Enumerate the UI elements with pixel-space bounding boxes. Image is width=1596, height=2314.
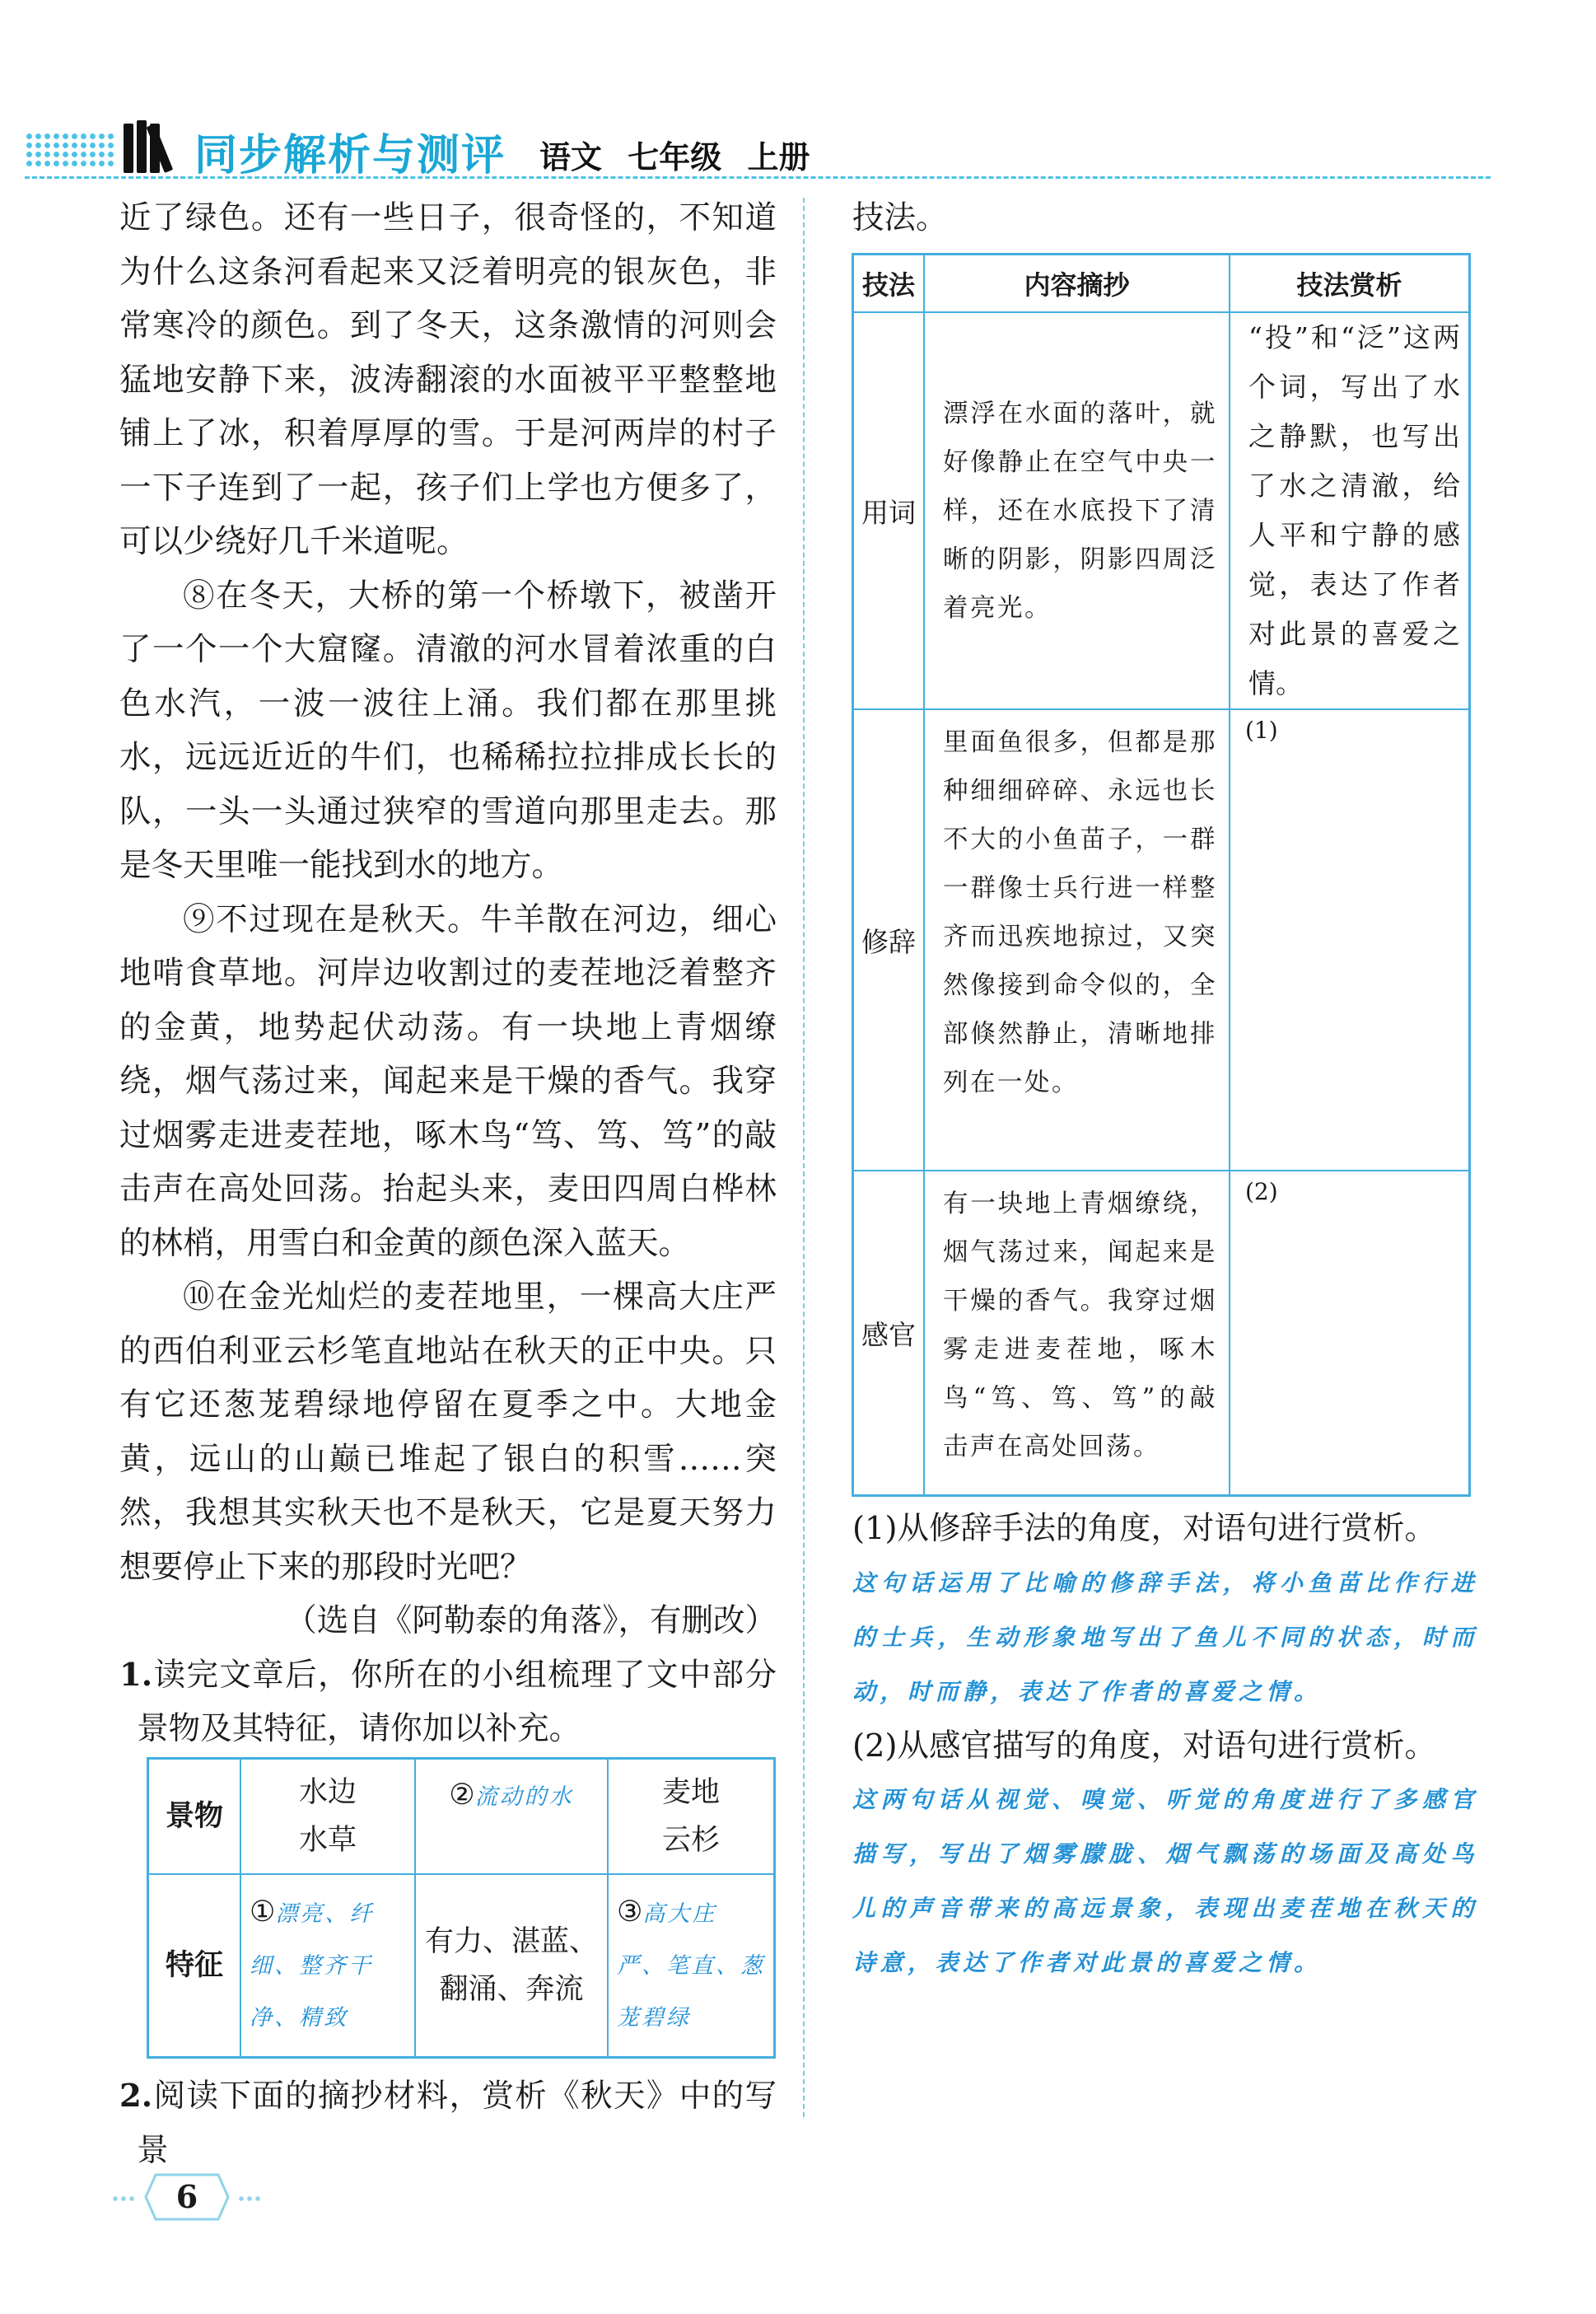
appreciation-rhetoric-blank: (1) <box>1230 709 1470 1171</box>
passage-paragraph-9: ⑨不过现在是秋天。牛羊散在河边，细心地啃食草地。河岸边收割过的麦茬地泛着整齐的金黄，地势起伏动荡。有一块地上青烟缭绕，烟气荡过来，闻起来是干燥的香气。我穿过烟雾走进麦茬地，啄木鸟“笃、笃、笃”的敲击声在高处回荡。抬起头来，麦田四周白桦林的林梢，用雪白和金黄的颜色深入蓝天。 <box>119 900 777 1262</box>
question-1-text: 读完文章后，你所在的小组梳理了文中部分景物及其特征，请你加以补充。 <box>137 1656 777 1747</box>
feature-cell-2 <box>415 1874 608 2058</box>
question-2-continued <box>852 191 1478 245</box>
books-logo-icon <box>124 117 188 173</box>
header-divider <box>25 176 1491 179</box>
table2-header-excerpt: 内容摘抄 <box>924 255 1230 313</box>
feature-2a: 有力、湛蓝、 <box>424 1924 598 1958</box>
question-2-number: 2. <box>119 2078 153 2115</box>
table2-header-technique: 技法 <box>853 255 925 313</box>
page-dots-right <box>237 2195 262 2202</box>
left-column <box>119 191 777 1756</box>
excerpt-senses: 有一块地上青烟缭绕，烟气荡过来，闻起来是干燥的香气。我穿过烟雾走进麦茬地，啄木鸟“笃、笃、笃”的敲击声在高处回荡。 <box>924 1171 1230 1496</box>
feature-1-answer: 漂亮、纤细、整齐干净、精致 <box>250 1901 375 2031</box>
feature-2b: 翻涌、奔流 <box>439 1972 584 2006</box>
feature-cell-3 <box>608 1874 775 2058</box>
scenery-feature-table <box>147 1757 776 2059</box>
column-divider <box>803 198 805 2117</box>
volume-label: 上册 <box>747 139 810 175</box>
question-2-1: (1)从修辞手法的角度，对语句进行赏析。 <box>852 1510 1437 1547</box>
technique-table <box>852 253 1471 1497</box>
scenery-3a: 麦地 <box>661 1775 720 1809</box>
book-series-title: 同步解析与测评 <box>194 131 506 180</box>
technique-senses: 感官 <box>853 1171 925 1496</box>
row-label-feature: 特征 <box>148 1874 241 2058</box>
grade-label: 七年级 <box>628 139 722 175</box>
scenery-3b: 云杉 <box>661 1823 720 1857</box>
row-label-scenery: 景物 <box>148 1759 241 1874</box>
feature-1-number: ① <box>250 1896 276 1929</box>
scenery-cell-1 <box>240 1759 415 1874</box>
question-2-2: (2)从感官描写的角度，对语句进行赏析。 <box>852 1727 1437 1765</box>
book-subtitle <box>539 132 810 177</box>
technique-rhetoric: 修辞 <box>853 709 925 1171</box>
subject-label: 语文 <box>539 139 603 175</box>
passage-source: （选自《阿勒泰的角落》，有删改） <box>285 1602 777 1639</box>
question-1-number: 1. <box>119 1656 153 1694</box>
excerpt-word-choice: 漂浮在水面的落叶，就好像静止在空气中央一样，还在水底投下了清晰的阴影，阴影四周泛着亮光。 <box>924 312 1230 709</box>
appreciation-word-choice: “投”和“泛”这两个词，写出了水之静默，也写出了水之清澈，给人平和宁静的感觉，表达了作者对此景的喜爱之情。 <box>1230 312 1470 709</box>
question-2 <box>119 2069 777 2177</box>
passage-paragraph-7-cont: 近了绿色。还有一些日子，很奇怪的，不知道为什么这条河看起来又泛着明亮的银灰色，非常寒冷的颜色。到了冬天，这条激情的河则会猛地安静下来，波涛翻滚的水面被平平整整地铺上了冰，积着厚厚的雪。于是河两岸的村子一下子连到了一起，孩子们上学也方便多了，可以少绕好几千米道呢。 <box>119 199 777 560</box>
scenery-2-answer: 流动的水 <box>474 1784 574 1810</box>
question-2-cont-text: 技法。 <box>852 199 948 236</box>
table2-header-appreciation: 技法赏析 <box>1230 255 1470 313</box>
scenery-2-number: ② <box>449 1779 475 1811</box>
feature-3-number: ③ <box>617 1896 643 1929</box>
page-number: 6 <box>175 2178 198 2215</box>
question-2-text: 阅读下面的摘抄材料，赏析《秋天》中的写景 <box>137 2078 777 2169</box>
question-1 <box>119 1648 777 1756</box>
answer-2-1: 这句话运用了比喻的修辞手法，将小鱼苗比作行进的士兵，生动形象地写出了鱼儿不同的状态，时而动，时而静，表达了作者的喜爱之情。 <box>852 1568 1478 1705</box>
scenery-cell-2 <box>415 1759 608 1874</box>
technique-word-choice: 用词 <box>853 312 925 709</box>
scenery-1b: 水草 <box>298 1823 357 1857</box>
scenery-cell-3 <box>608 1759 775 1874</box>
feature-3-answer: 高大庄严、笔直、葱茏碧绿 <box>617 1901 765 2031</box>
subquestions <box>852 1502 1478 1990</box>
passage-paragraph-10: ⑩在金光灿烂的麦茬地里，一棵高大庄严的西伯利亚云杉笔直地站在秋天的正中央。只有它还葱茏碧绿地停留在夏季之中。大地金黄，远山的山巅已堆起了银白的积雪……突然，我想其实秋天也不是秋天，它是夏天努力想要停止下来的那段时光吧？ <box>119 1279 777 1586</box>
appreciation-senses-blank: (2) <box>1230 1171 1470 1496</box>
feature-cell-1 <box>240 1874 415 2058</box>
page-dots-left <box>111 2195 136 2202</box>
excerpt-rhetoric: 里面鱼很多，但都是那种细细碎碎、永远也长不大的小鱼苗子，一群一群像士兵行进一样整齐而迅疾地掠过，又突然像接到命令似的，全部倏然静止，清晰地排列在一处。 <box>924 709 1230 1171</box>
answer-2-2: 这两句话从视觉、嗅觉、听觉的角度进行了多感官描写，写出了烟雾朦胧、烟气飘荡的场面及高处鸟儿的声音带来的高远景象，表现出麦茬地在秋天的诗意，表达了作者对此景的喜爱之情。 <box>852 1786 1478 1976</box>
scenery-1a: 水边 <box>298 1775 357 1809</box>
header-dot-pattern <box>25 132 115 170</box>
passage-paragraph-8: ⑧在冬天，大桥的第一个桥墩下，被凿开了一个一个大窟窿。清澈的河水冒着浓重的白色水汽，一波一波往上涌。我们都在那里挑水，远远近近的牛们，也稀稀拉拉排成长长的队，一头一头通过狭窄的雪道向那里走去。那是冬天里唯一能找到水的地方。 <box>119 577 777 884</box>
